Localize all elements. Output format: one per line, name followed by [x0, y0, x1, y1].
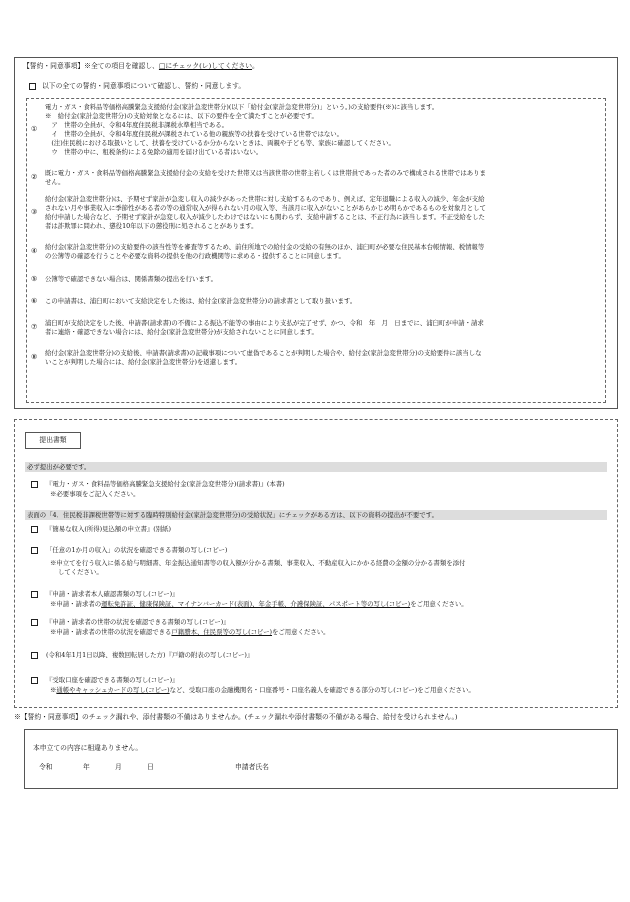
agreement-item-text [45, 297, 599, 306]
doc-item-6-checkbox[interactable] [31, 652, 38, 659]
doc-item-7-checkbox[interactable] [31, 677, 38, 684]
agreement-section [14, 57, 618, 409]
agreement-header-label: 【誓約・同意事項】 [23, 62, 85, 70]
doc-item-4-note [50, 600, 468, 609]
agree-all-row [29, 82, 245, 91]
doc-item-7-note-underline: 通帳やキャッシュカードの写し(コピー) [56, 686, 170, 694]
agreement-item-line: (注)住民税における取扱いとして、扶養を受けているか分からないときは、両親や子ども等、家族に確認してください。 [45, 139, 395, 147]
agreement-item-line: 既に電力・ガス・食料品等価格高騰緊急支援給付金の支給を受けた世帯又は当該世帯の世帯主若しくは世帯員であった者のみで構成される世帯ではありま [45, 169, 486, 177]
agreement-item-number: ① [31, 125, 38, 133]
agree-all-label: 以下の全ての誓約・同意事項について確認し、誓約・同意します。 [42, 82, 246, 90]
applicant-name-label: 申請者氏名 [235, 763, 269, 771]
required-bar-text: 必ず提出が必要です。 [27, 463, 91, 471]
documents-tab-label: 提出書類 [39, 436, 67, 444]
doc-item-1-note: ※必要事項をご記入ください。 [50, 490, 140, 498]
signature-statement: 本申立ての内容に相違ありません。 [33, 744, 143, 752]
doc-item-4-note-post: をご用意ください。 [410, 600, 468, 608]
agreement-header-note: ※全ての項目を確認し、 [84, 62, 159, 70]
documents-tab [25, 432, 81, 449]
agreement-item-line: 給付金(家計急変世帯分)の支給要件の該当性等を審査等するため、前住所地での給付金の受給の有無のほか、浦臼町が必要な住民基本台帳情報、税情報等 [45, 243, 485, 251]
agreement-item-number: ⑦ [31, 323, 38, 331]
agreement-item-text [45, 319, 599, 337]
doc-item-2-label: 『簡易な収入(所得)見込額の申立書』(別紙) [46, 525, 172, 533]
agreement-header-note-underline: □にチェック(レ)してください [158, 62, 253, 70]
required-bar [25, 462, 607, 472]
doc-item-5-note-post: をご用意ください。 [272, 628, 330, 636]
agreement-item-line: の公簿等の確認を行うことや必要な資料の提供を他の行政機関等に求める・提供することに同意します。 [45, 252, 345, 260]
agreement-item-line: ※ 給付金(家計急変世帯分)の支給対象となるには、以下の要件を全て満たすことが必要です。 [45, 112, 318, 120]
agreement-item-number: ⑥ [31, 297, 38, 305]
doc-item-5-note-underline: 戸籍謄本、住民票等の写し(コピー) [171, 628, 273, 636]
documents-section [14, 419, 618, 708]
omit-bar [25, 510, 607, 520]
agreement-header [23, 62, 259, 71]
agreement-item-line: 者は詐欺罪に問われ、懲役10年以下の懲役刑に処されることがあります。 [45, 222, 258, 230]
agreement-item-number: ④ [31, 247, 38, 255]
agreement-item-text [45, 243, 599, 261]
doc-item-1-checkbox[interactable] [31, 481, 38, 488]
agreement-item-number: ⑧ [31, 353, 38, 361]
agreement-header-note-end: 。 [252, 62, 259, 70]
doc-item-4-label: 『申請・請求者本人確認書類の写し(コピー)』 [46, 590, 179, 598]
signature-day: 日 [147, 763, 154, 771]
doc-item-5-note [50, 628, 330, 637]
doc-item-3-label: 「任意の1か月の収入」の状況を確認できる書類の写し(コピー) [46, 546, 228, 554]
agreement-item-line: いことが判明した場合には、給付金(家計急変世帯分)を返還します。 [45, 358, 242, 366]
agreement-item-line: 給付申請した場合など、予期せず家計が急変し収入が減少したわけではないにも関わらず、支給申請することは、不正行為に該当します。不正受給をした [45, 213, 485, 221]
doc-item-7-label: 『受取口座を確認できる書類の写し(コピー)』 [46, 676, 179, 684]
agreement-item-number: ⑤ [31, 275, 38, 283]
doc-item-7-note-pre: ※ [50, 686, 57, 694]
agreement-item-text [45, 195, 599, 231]
agreement-item-line: この申請書は、浦臼町において支給決定をした後は、給付金(家計急変世帯分)の請求書として取り扱います。 [45, 297, 357, 305]
doc-item-3-note-2: してください。 [58, 568, 103, 576]
signature-month: 月 [115, 763, 122, 771]
agreement-item-line: 公簿等で確認できない場合は、関係書類の提出を行います。 [45, 275, 218, 283]
agreement-item-line: 電力・ガス・食料品等価格高騰緊急支援給付金(家計急変世帯分)(以下「給付金(家計急変世帯分)」という。)の支給要件(※)に該当します。 [45, 103, 439, 111]
doc-item-7-note-post: など、受取口座の金融機関名・口座番号・口座名義人を確認できる部分の写し(コピー)をご用意ください。 [169, 686, 475, 694]
agreement-item-text [45, 349, 599, 367]
agreement-item-number: ③ [31, 208, 38, 216]
agreement-item-text [45, 275, 599, 284]
agreement-item-text [45, 103, 599, 157]
doc-item-5-note-pre: ※申請・請求者の世帯の状況を確認できる [50, 628, 172, 636]
agree-all-checkbox[interactable] [29, 83, 36, 90]
agreement-item-line: されない月や事業収入に季節性がある者の等の通常収入が得られない月の収入等、当該月に収入がないことがあらかじめ明らかであるものを対象月として [45, 204, 486, 212]
agreement-item-text [45, 169, 599, 187]
agreement-item-line: せん。 [45, 178, 65, 186]
doc-item-3-checkbox[interactable] [31, 547, 38, 554]
agreement-item-line: イ 世帯の全員が、令和4年度住民税が課税されている他の親族等の扶養を受けている世帯ではない。 [45, 130, 344, 138]
doc-item-3-note-1: ※申立てを行う収入に係る給与明細書、年金振込通知書等の収入額が分かる書類、事業収入、不動産収入にかかる経費の金額の分かる書類を添付 [50, 559, 466, 567]
doc-item-4-note-underline: 運転免許証、健康保険証、マイナンバーカード(表面)、年金手帳、介護保険証、パスポート等の写し(コピー) [101, 600, 411, 608]
signature-year: 年 [83, 763, 90, 771]
agreement-item-line: 給付金(家計急変世帯分)の支給後、申請書(請求書)の記載事項について虚偽であることが判明した場合や、給付金(家計急変世帯分)の支給要件に該当しな [45, 349, 482, 357]
agreement-item-line: ウ 世帯の中に、租税条約による免除の適用を届け出ている者はいない。 [45, 148, 263, 156]
warning-text: ※【誓約・同意事項】のチェック漏れや、添付書類の不備はありませんか。(チェック漏れや添付書類の不備がある場合、給付を受けられません。) [14, 713, 458, 721]
agreement-items-box [26, 98, 606, 403]
agreement-item-line: 給付金(家計急変世帯分)は、予期せず家計が急変し収入の減少があった世帯に対し支給するものであり、例えば、定年退職による収入の減少、年金が支給 [45, 195, 485, 203]
agreement-item-line: 浦臼町が支給決定をした後、申請書(請求書)の不備による振込不能等の事由により支払が完了せず、かつ、令和 年 月 日までに、浦臼町が申請・請求 [45, 319, 484, 327]
doc-item-1-label: 『電力・ガス・食料品等価格高騰緊急支援給付金(家計急変世帯分)(請求書)』(本書) [46, 480, 285, 488]
doc-item-5-label: 『申請・請求者の世帯の状況を確認できる書類の写し(コピー)』 [46, 618, 230, 626]
omit-bar-text: 表面の「4．住民税非課税世帯等に対する臨時特別給付金(家計急変世帯分)の受給状況」にチェックがある方は、以下の資料の提出が不要です。 [27, 511, 438, 519]
signature-box [24, 729, 618, 789]
doc-item-4-note-pre: ※申請・請求者の [50, 600, 102, 608]
doc-item-7-note [50, 686, 475, 695]
doc-item-5-checkbox[interactable] [31, 619, 38, 626]
agreement-item-line: ア 世帯の全員が、令和4年度住民税非課税水準相当である。 [45, 121, 229, 129]
doc-item-2-checkbox[interactable] [31, 526, 38, 533]
signature-era: 令和 [39, 763, 53, 771]
agreement-item-line: 者に連絡・確認できない場合には、給付金(家計急変世帯分)が支給されないことに同意します。 [45, 328, 318, 336]
doc-item-6-label: (令和4年1月1日以降、複数回転居した方)『戸籍の附表の写し(コピー)』 [46, 651, 254, 659]
doc-item-4-checkbox[interactable] [31, 591, 38, 598]
agreement-item-number: ② [31, 173, 38, 181]
